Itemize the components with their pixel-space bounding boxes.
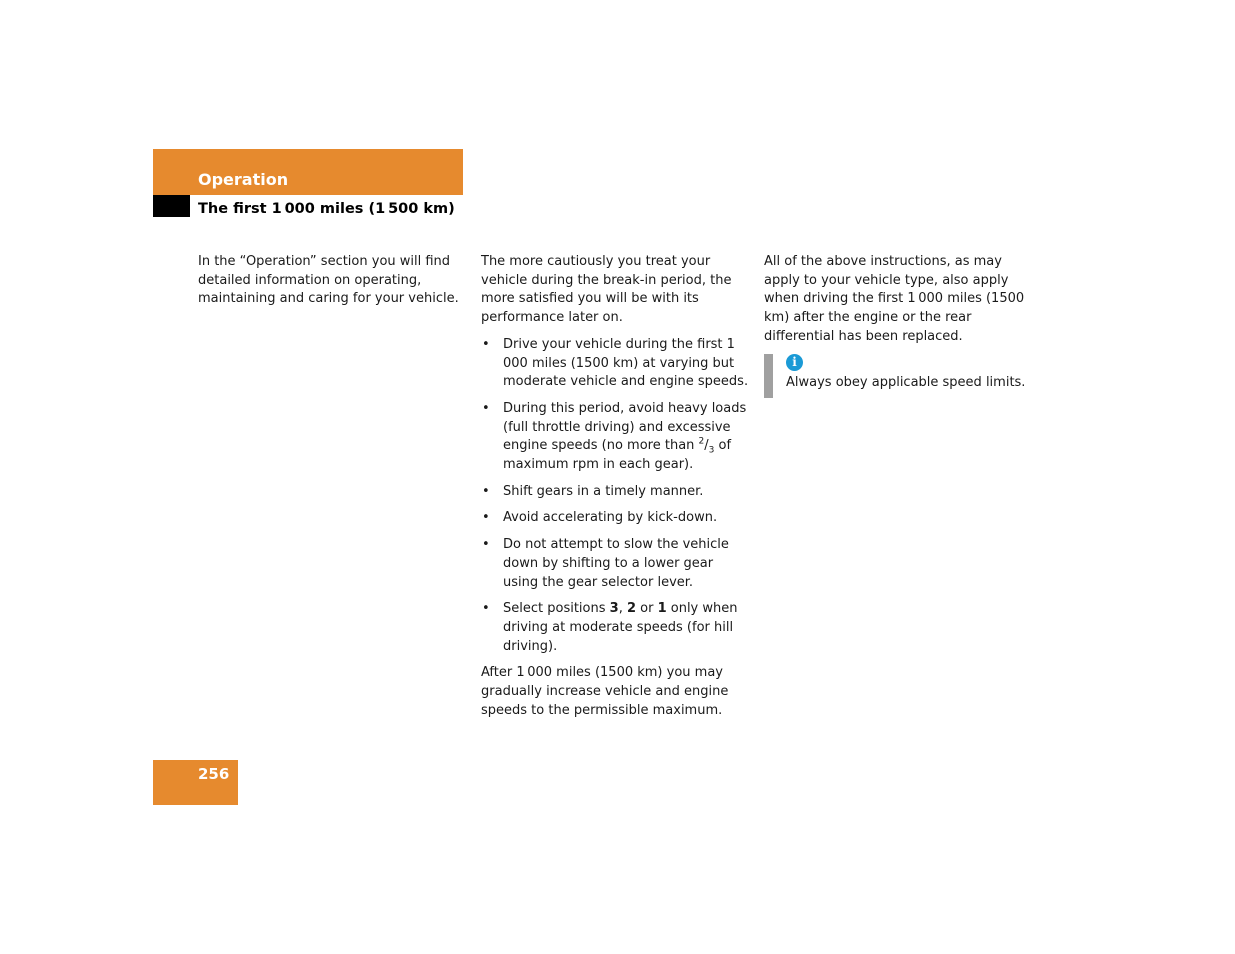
list-item-text: During this period, avoid heavy loads (full throttle driving) and excessive engine speeds (no more than	[503, 400, 747, 454]
gear-position-2: 2	[626, 601, 636, 617]
list-item: • Drive your vehicle during the first 1 000 miles (1500 km) at varying but moderate vehicle and engine speeds.	[481, 336, 751, 392]
break-in-outro: After 1 000 miles (1500 km) you may gradually increase vehicle and engine speeds to the permissible maximum.	[481, 665, 729, 718]
list-item	[481, 600, 751, 656]
list-item: • Do not attempt to slow the vehicle down by shifting to a lower gear using the gear selector lever.	[481, 536, 751, 592]
page-number: 256	[198, 765, 230, 783]
applicability-paragraph: All of the above instructions, as may apply to your vehicle type, also apply when driving the first 1 000 miles (1500 km) after the engine or the rear differential has been replaced.	[764, 254, 1025, 344]
fraction-slash: /	[704, 438, 709, 454]
list-item-text: only when driving at moderate speeds (for hill driving).	[503, 601, 738, 654]
list-item-text: or	[636, 601, 658, 617]
gear-position-1: 1	[657, 601, 667, 617]
break-in-intro: The more cautiously you treat your vehicle during the break-in period, the more satisfied you will be with its performance later on.	[481, 254, 732, 326]
page-subtitle: The first 1 000 miles (1 500 km)	[198, 201, 455, 217]
list-item: • Shift gears in a timely manner.	[481, 483, 751, 502]
column-2	[481, 253, 751, 728]
list-item	[481, 400, 751, 475]
gear-position-3: 3	[609, 601, 619, 617]
list-item: • Avoid accelerating by kick-down.	[481, 509, 751, 528]
fraction-numerator: 2	[698, 437, 705, 447]
subsection-marker	[153, 195, 190, 217]
intro-paragraph: In the “Operation” section you will find detailed information on operating, maintaining and caring for your vehicle.	[198, 254, 459, 307]
fraction-denominator: 3	[708, 445, 715, 456]
info-note	[764, 354, 1034, 398]
info-bar	[764, 354, 773, 398]
list-item-text: ,	[618, 601, 627, 617]
list-item-text: of maximum rpm in each gear).	[503, 438, 732, 473]
info-text: Always obey applicable speed limits.	[786, 374, 1026, 390]
section-title: Operation	[198, 170, 289, 189]
column-1	[198, 253, 460, 317]
break-in-list	[481, 336, 751, 657]
info-icon: i	[786, 354, 803, 371]
column-3	[764, 253, 1034, 398]
list-item-text: Select positions	[503, 601, 610, 617]
